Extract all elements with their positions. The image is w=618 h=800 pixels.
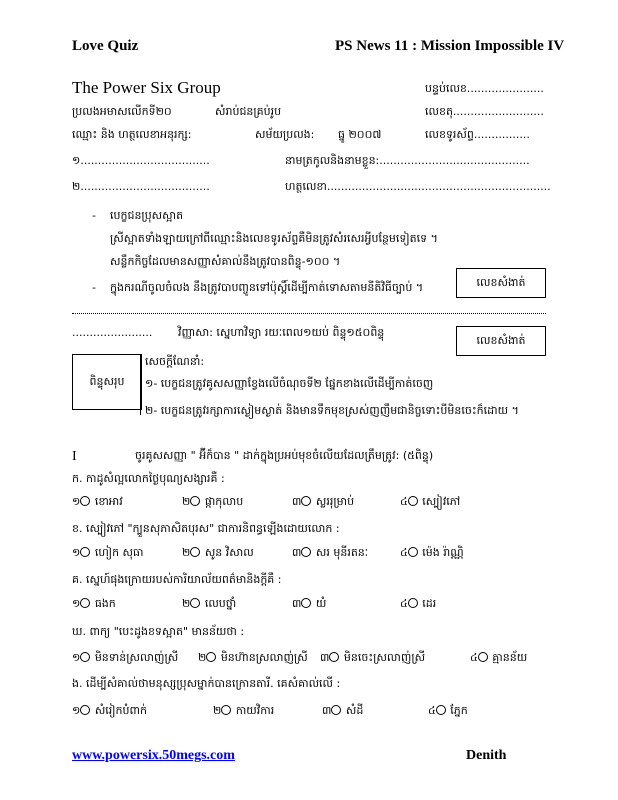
session-label: សម័យប្រលង: (255, 128, 315, 141)
desk-number-field: លេខតុ.......................... (425, 105, 544, 118)
author-name: Denith (466, 748, 507, 763)
radio-circle-icon (301, 496, 311, 506)
radio-circle-icon (408, 496, 418, 506)
question-text: ក. កាដូសំល្អលោកថ្ងៃបុណ្យសង្សារគឺ : (72, 472, 225, 485)
note-1-line-2: សន្លឹកកិច្ចដែលមានសញ្ញាសំគាល់នឹងត្រូវបានពិន្ទុ-១០០ ។ (110, 255, 341, 268)
radio-circle-icon (80, 652, 90, 662)
option-2[interactable]: ២ សូន វិសាល (182, 546, 254, 559)
question-text: ឃ. ពាក្យ "បេះដូងខទស្អាត" មានន័យថា : (72, 625, 245, 638)
instructions-title: សេចក្តីណែនាំ: (145, 355, 205, 368)
subject-info: វិញ្ញាសា: ស្នេហាវិទ្យា រយៈពេល១យប់ ពិន្ទុ១៥០ពិន្ទុ (178, 326, 385, 339)
radio-circle-icon (436, 705, 446, 715)
radio-circle-icon (301, 547, 311, 557)
full-name-field: នាមត្រកូលនិងនាមខ្លួន:........................................... (285, 154, 530, 167)
option-3[interactable]: ៣ មិនចេះស្រលាញ់ស្រី (320, 651, 426, 664)
radio-circle-icon (190, 496, 200, 506)
option-2[interactable]: ២ មិនហ៊ានស្រលាញ់ស្រី (198, 651, 308, 664)
total-score-box: ពិន្ទុសរុប (72, 354, 142, 410)
header-left: Love Quiz (72, 38, 139, 54)
note-2: ក្នុងករណីចូលចំលង នឹងត្រូវបាបញ្ចូនទៅប៉ុស្តិ៍ដើម្បីកាត់ទោសតាមនីតិវិធីច្បាប់ ។ (110, 281, 424, 294)
radio-circle-icon (80, 598, 90, 608)
option-1[interactable]: ១ ខោអាវ (72, 495, 123, 508)
question-text: ខ. ស្បៀវភៅ "ក្បួនសុភាសិតបុរស" ជាការនិពន្ធឡើងដោយលោក : (72, 522, 340, 535)
subject-dots: ....................... (72, 326, 153, 339)
session-date: ធ្នូ ២០០៧ (338, 128, 382, 141)
radio-circle-icon (221, 705, 231, 715)
radio-circle-icon (190, 598, 200, 608)
note-dash-1: - (92, 209, 96, 222)
exam-name: ប្រលងអមាសលើកទី២០ (72, 105, 172, 118)
radio-circle-icon (80, 496, 90, 506)
instruction-1: ១- បេក្ខជនត្រូវគូសសញ្ញាខ្វែងលើចំណុចទី២ ផ្នែកខាងលើដើម្បីកាត់ចេញ (145, 377, 434, 390)
instructions-bracket (140, 355, 141, 415)
note-1-line-1: ស្រីស្អាតទាំងឡាយក្រៅពីឈ្មោះនិងលេខទូរស័ព្ទគឺមិនត្រូវសំរសេរអ្វីបន្ថែមទៀតទេ ។ (110, 232, 438, 245)
radio-circle-icon (206, 652, 216, 662)
room-number-field: បន្ទប់លេខ...................... (425, 82, 544, 95)
radio-circle-icon (190, 547, 200, 557)
question-text: ង. ដើម្បីសំគាល់ថាមនុស្សប្រុសម្នាក់បានក្រោនតារី. គេសំគាល់លើ : (72, 677, 341, 690)
option-4[interactable]: ៤ ភ្នែក (428, 704, 468, 717)
supervisor-label: ឈ្មោះ និង ហត្ថលេខាអនុរក្ស: (72, 128, 192, 141)
option-3[interactable]: ៣ សរ មុនីរតនៈ (292, 546, 369, 559)
phone-number-field: លេខទូរស័ព្ទ................ (425, 128, 530, 141)
radio-circle-icon (408, 598, 418, 608)
radio-circle-icon (301, 598, 311, 608)
option-1[interactable]: ១ មិនទាន់ស្រលាញ់ស្រី (72, 651, 179, 664)
radio-circle-icon (80, 705, 90, 715)
header-right: PS News 11 : Mission Impossible IV (335, 38, 565, 54)
radio-circle-icon (331, 705, 341, 715)
option-3[interactable]: ៣ ស្លររុម្រាប់ (292, 495, 355, 508)
website-link[interactable]: www.powersix.50megs.com (72, 748, 235, 763)
group-title: The Power Six Group (72, 78, 221, 97)
radio-circle-icon (329, 652, 339, 662)
option-3[interactable]: ៣ យំ (292, 597, 327, 610)
exam-audience: សំរាប់ជនគ្រប់រូប (215, 105, 282, 118)
option-1[interactable]: ១ សំរៀកបំពាក់ (72, 704, 147, 717)
radio-circle-icon (478, 652, 488, 662)
cut-line (72, 313, 546, 314)
secret-code-box-top: លេខសំងាត់ (456, 268, 546, 298)
section-number: I (72, 449, 77, 464)
secret-code-box-bottom: លេខសំងាត់ (456, 326, 546, 356)
option-4[interactable]: ៤ ដេរ (400, 597, 437, 610)
radio-circle-icon (80, 547, 90, 557)
option-4[interactable]: ៤ គ្មានន័យ (470, 651, 528, 664)
option-2[interactable]: ២ លេបថ្នាំ (182, 597, 237, 610)
option-1[interactable]: ១ ធងក (72, 597, 116, 610)
supervisor-1: ១..................................... (72, 154, 210, 167)
option-4[interactable]: ៤ ម៉េង រ៉ាណ្ណិ (400, 546, 464, 559)
note-1-title: បេក្ខជនប្រុសស្អាត (110, 209, 184, 222)
signature-field: ហត្ថលេខា................................................................ (285, 180, 551, 193)
section-instruction: ចូរគូសសញ្ញា " អ៊ីក៏បាន " ដាក់ក្នុងប្រអប់មុខចំលើយដែលត្រឹមត្រូវ: (៥ពិន្ទុ) (135, 449, 434, 462)
note-dash-2: - (92, 281, 96, 294)
option-4[interactable]: ៤ ស្បៀវភៅ (400, 495, 461, 508)
option-2[interactable]: ២ ផ្កាកុលាប (182, 495, 244, 508)
option-1[interactable]: ១ ហៀក សុធា (72, 546, 144, 559)
supervisor-2: ២..................................... (72, 180, 210, 193)
radio-circle-icon (408, 547, 418, 557)
option-3[interactable]: ៣ សំដី (322, 704, 364, 717)
option-2[interactable]: ២ កាយវិការ (213, 704, 275, 717)
question-text: គ. ស្នេហ៍ផុងក្រោយរបស់ការិយាល័យពត៌មានិងក្តីគឺ : (72, 573, 282, 586)
instruction-2: ២- បេក្ខជនត្រូវរក្សាការស្ងៀមស្ងាត់ និងមានទឹកមុខស្រស់ញញឹមជានិច្ចទោះបីមិនចេះក៏ដោយ ។ (145, 404, 519, 417)
